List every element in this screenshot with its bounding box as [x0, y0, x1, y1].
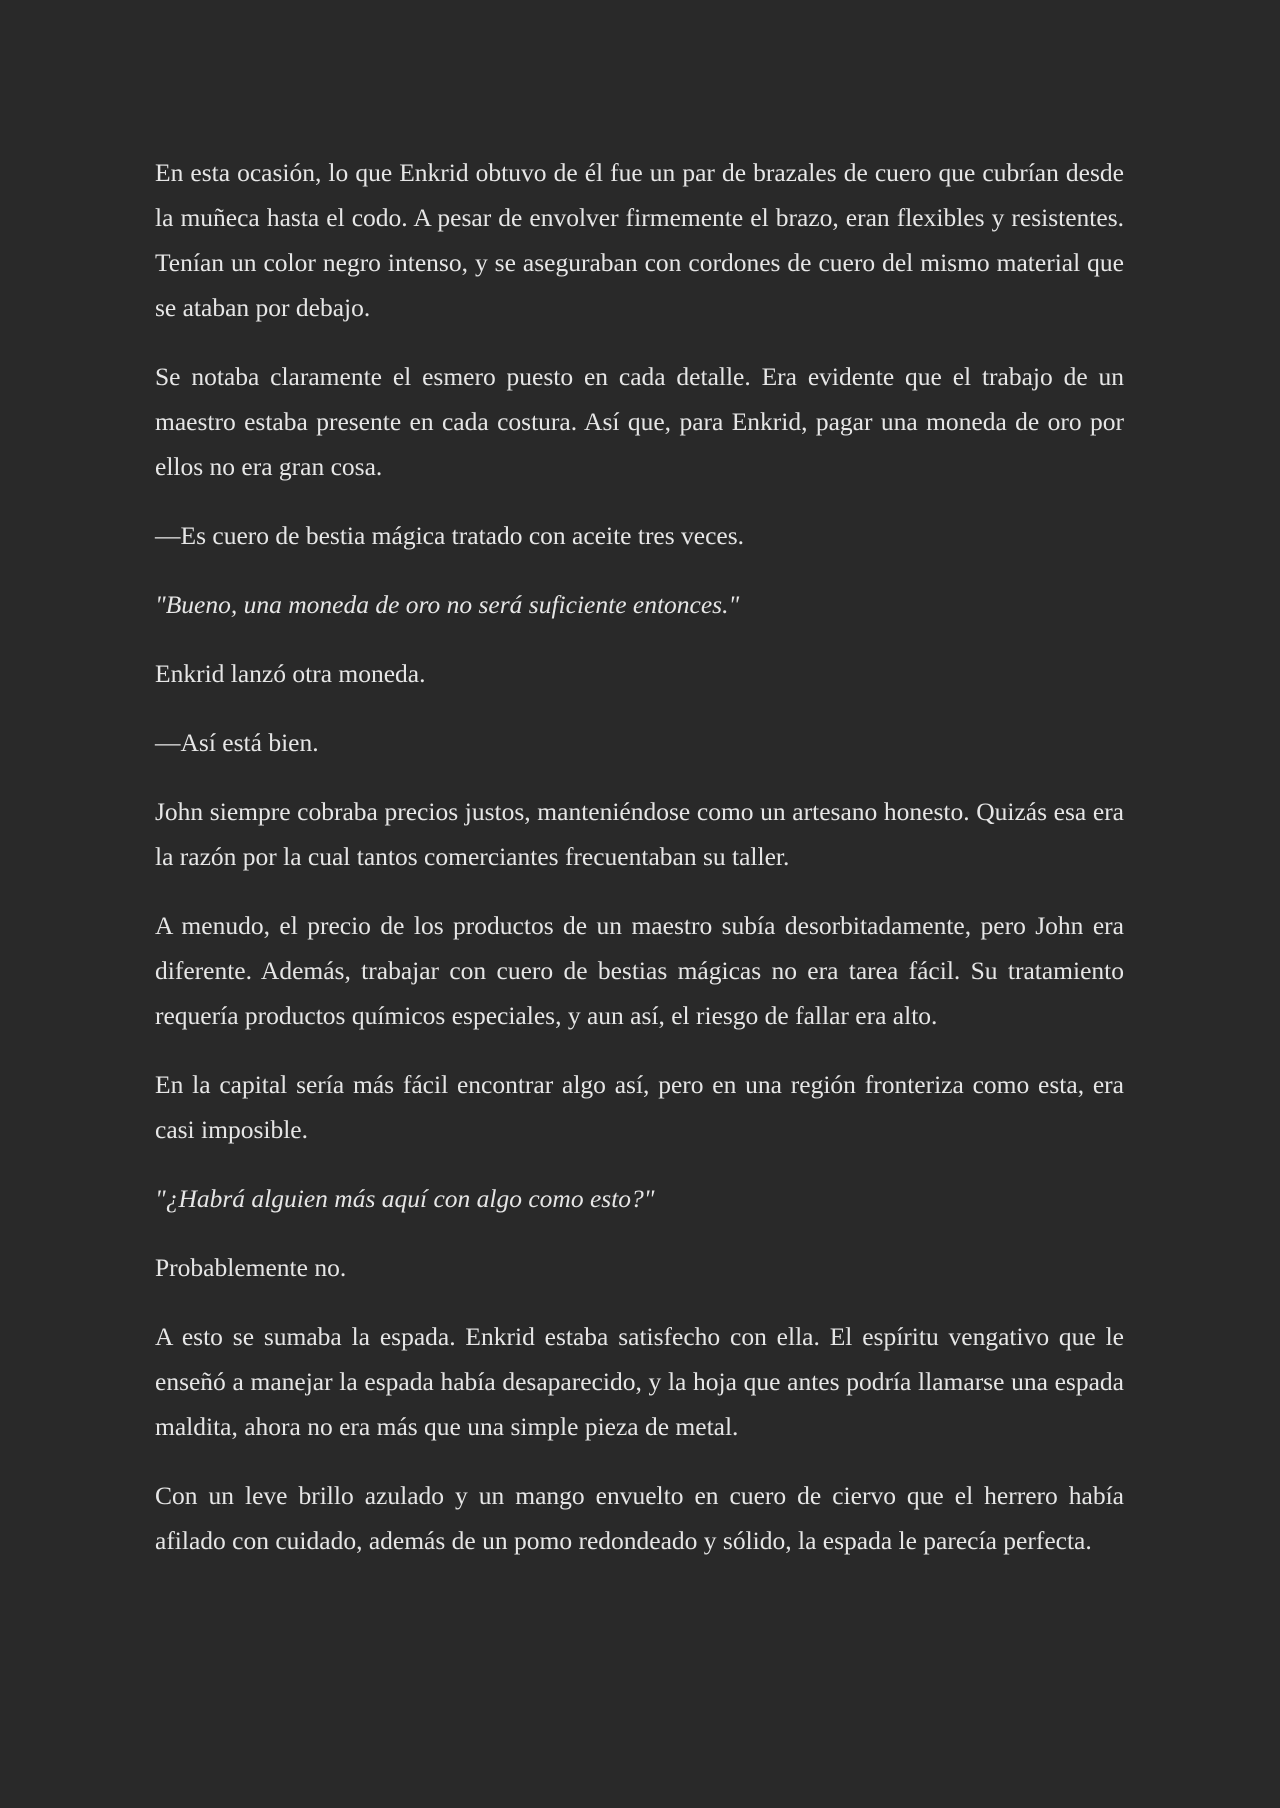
paragraph-7: John siempre cobraba precios justos, manteniéndose como un artesano honesto. Quizás esa era la razón por la cual tantos comerciantes frecuentaban su taller.	[155, 797, 1124, 871]
thought-line: "¿Habrá alguien más aquí con algo como esto?"	[155, 1184, 655, 1213]
dialogue-line: —Así está bien.	[155, 728, 319, 757]
paragraph-13: Con un leve brillo azulado y un mango envuelto en cuero de ciervo que el herrero había afilado con cuidado, además de un pomo redondeado y sólido, la espada le parecía perfecta.	[155, 1481, 1124, 1555]
dialogue-line: —Es cuero de bestia mágica tratado con aceite tres veces.	[155, 521, 745, 550]
paragraph-12: A esto se sumaba la espada. Enkrid estaba satisfecho con ella. El espíritu vengativo que le enseñó a manejar la espada había desaparecido, y la hoja que antes podría llamarse una espada maldita, ahora no era más que una simple pieza de metal.	[155, 1322, 1124, 1441]
thought-line: "Bueno, una moneda de oro no será suficiente entonces."	[155, 590, 740, 619]
paragraph-11: Probablemente no.	[155, 1253, 347, 1282]
paragraph-1: En esta ocasión, lo que Enkrid obtuvo de él fue un par de brazales de cuero que cubrían desde la muñeca hasta el codo. A pesar de envolver firmemente el brazo, eran flexibles y resistentes. Tenían un color negro intenso, y se aseguraban con cordones de cuero del mismo material que se ataban por debajo.	[155, 158, 1124, 322]
paragraph-9: En la capital sería más fácil encontrar algo así, pero en una región fronteriza como esta, era casi imposible.	[155, 1070, 1124, 1144]
paragraph-8: A menudo, el precio de los productos de un maestro subía desorbitadamente, pero John era diferente. Además, trabajar con cuero de bestias mágicas no era tarea fácil. Su tratamiento requería productos químicos especiales, y aun así, el riesgo de fallar era alto.	[155, 911, 1124, 1030]
paragraph-5: Enkrid lanzó otra moneda.	[155, 659, 426, 688]
paragraph-2: Se notaba claramente el esmero puesto en cada detalle. Era evidente que el trabajo de un maestro estaba presente en cada costura. Así que, para Enkrid, pagar una moneda de oro por ellos no era gran cosa.	[155, 362, 1124, 481]
